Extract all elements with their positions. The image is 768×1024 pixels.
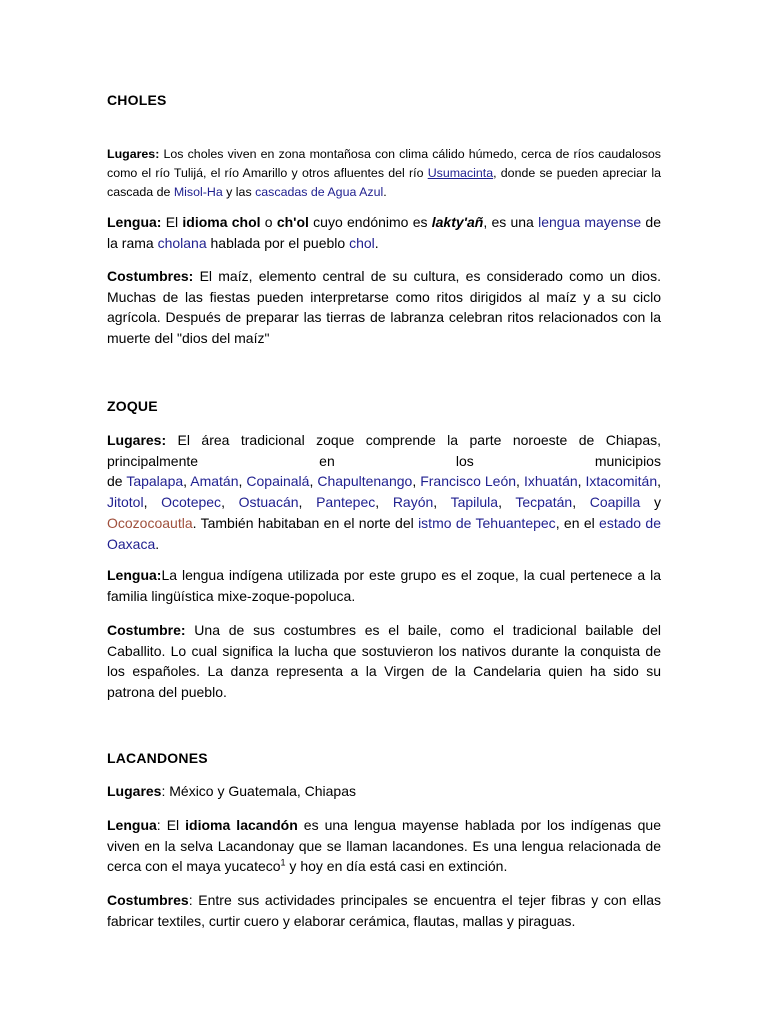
link-lengua-mayense[interactable]: lengua mayense bbox=[538, 214, 642, 230]
section-title-zoque: ZOQUE bbox=[107, 398, 158, 414]
lacandones-costumbres-label: Costumbres bbox=[107, 892, 189, 908]
chol-term: ch'ol bbox=[276, 214, 309, 230]
choles-lengua-text: de la rama bbox=[107, 214, 661, 251]
link-municipio[interactable]: Pantepec bbox=[316, 494, 376, 511]
zoque-lugares-text: El área tradicional zoque comprende la parte noroeste de Chiapas, bbox=[166, 432, 661, 448]
zoque-lengua-label: Lengua: bbox=[107, 567, 162, 583]
lacandones-lengua-label: Lengua bbox=[107, 817, 157, 833]
zoque-lengua-paragraph bbox=[107, 565, 661, 606]
link-municipio[interactable]: Chapultenango bbox=[317, 473, 413, 490]
idioma-chol-term: idioma chol bbox=[182, 214, 261, 230]
zoque-lugares-paragraph bbox=[107, 430, 661, 554]
link-usumacinta[interactable]: Usumacinta bbox=[427, 166, 494, 180]
choles-lugares-text: y las bbox=[222, 185, 256, 199]
choles-lugares-paragraph bbox=[107, 145, 661, 202]
link-municipio[interactable]: Amatán bbox=[190, 473, 239, 490]
link-ocozocoautla[interactable]: Ocozocoautla bbox=[107, 514, 193, 531]
choles-lengua-paragraph bbox=[107, 212, 661, 253]
choles-lengua-text: cuyo endónimo es bbox=[308, 214, 432, 230]
choles-lengua-text: hablada por el pueblo bbox=[206, 234, 350, 251]
lacandones-lugares-label: Lugares bbox=[107, 783, 162, 799]
choles-costumbres-paragraph bbox=[107, 266, 661, 349]
zoque-lugares-text: . bbox=[155, 535, 160, 552]
zoque-lugares-label: Lugares: bbox=[107, 432, 167, 448]
link-municipio[interactable]: Ocotepec bbox=[161, 494, 222, 511]
choles-lugares-text: Los choles viven en zona montañosa con clima cálido húmedo, cerca de ríos caudalosos como el río Tulijá, el río Amarillo y otros afluentes del río bbox=[107, 147, 661, 180]
link-municipio[interactable]: Copainalá bbox=[246, 473, 310, 490]
lacandones-lengua-text: : El bbox=[156, 817, 186, 833]
zoque-lugares-text: , en el bbox=[555, 514, 600, 531]
link-misol-ha[interactable]: Misol-Ha bbox=[173, 185, 223, 199]
lacandones-lengua-text: y hoy en día está casi en extinción. bbox=[285, 858, 508, 875]
zoque-costumbre-paragraph bbox=[107, 620, 661, 703]
zoque-lugares-text: de bbox=[107, 473, 127, 490]
link-cholana[interactable]: cholana bbox=[157, 234, 207, 251]
link-chol[interactable]: chol bbox=[349, 234, 375, 251]
choles-lengua-text: El bbox=[161, 214, 183, 230]
zoque-costumbre-text: Una de sus costumbres es el baile, como el tradicional bailable del Caballito. Lo cual significa la lucha que sostuvieron los nativos durante la conquista de los españoles. La danza representa a la Virgen de la Candelaria quien ha sido su patrona del pueblo. bbox=[107, 622, 661, 701]
link-municipio[interactable]: Rayón bbox=[392, 494, 434, 511]
choles-costumbres-label: Costumbres: bbox=[107, 268, 194, 284]
lacandones-lengua-paragraph bbox=[107, 815, 661, 877]
link-istmo-tehuantepec[interactable]: istmo de Tehuantepec bbox=[418, 514, 556, 531]
zoque-lugares-word: municipios bbox=[594, 452, 661, 469]
lakty-term: lakty'añ bbox=[431, 214, 484, 230]
zoque-costumbre-label: Costumbre: bbox=[107, 622, 186, 638]
link-municipio[interactable]: Ixtacomitán bbox=[585, 473, 658, 490]
zoque-lugares-text: y bbox=[640, 494, 661, 511]
lacandones-lugares-text: : México y Guatemala, Chiapas bbox=[161, 783, 356, 799]
link-municipio[interactable]: Ixhuatán bbox=[523, 473, 578, 490]
zoque-lugares-word: los bbox=[455, 452, 474, 469]
choles-lengua-text: . bbox=[374, 234, 379, 251]
link-municipio[interactable]: Francisco León bbox=[420, 473, 517, 490]
link-municipio[interactable]: Jitotol bbox=[107, 494, 144, 511]
link-cascadas-agua-azul[interactable]: cascadas de Agua Azul bbox=[255, 185, 384, 199]
link-municipio[interactable]: Coapilla bbox=[589, 494, 641, 511]
link-municipio[interactable]: Ostuacán bbox=[238, 494, 299, 511]
choles-lengua-text: o bbox=[260, 214, 277, 230]
footnote-marker[interactable]: 1 bbox=[280, 857, 286, 868]
lacandones-lugares-paragraph bbox=[107, 781, 661, 802]
zoque-lugares-word: principalmente bbox=[107, 452, 199, 469]
choles-lugares-text: . bbox=[383, 185, 387, 199]
choles-costumbres-text: El maíz, elemento central de su cultura, es considerado como un dios. Muchas de las fiestas pueden interpretarse como ritos dirigidos al maíz y a su ciclo agrícola. Después de preparar las tierras de labranza celebran ritos relacionados con la muerte del "dios del maíz" bbox=[107, 268, 661, 347]
choles-lugares-text: , donde se pueden apreciar la cascada de bbox=[107, 166, 662, 199]
lacandones-costumbres-text: : Entre sus actividades principales se encuentra el tejer fibras y con ellas fabricar textiles, curtir cuero y elaborar cerámica, flautas, mallas y piraguas. bbox=[107, 892, 661, 929]
choles-lengua-text: , es una bbox=[483, 214, 539, 230]
link-estado-oaxaca[interactable]: estado de Oaxaca bbox=[107, 514, 661, 552]
lacandones-costumbres-paragraph bbox=[107, 890, 661, 931]
link-municipio[interactable]: Tapalapa bbox=[126, 473, 184, 490]
section-title-choles: CHOLES bbox=[107, 92, 167, 108]
section-title-lacandones: LACANDONES bbox=[107, 750, 208, 766]
link-municipio[interactable]: Tapilula bbox=[450, 494, 499, 511]
choles-lengua-label: Lengua: bbox=[107, 214, 162, 230]
idioma-lacandon-term: idioma lacandón bbox=[185, 817, 298, 833]
zoque-lugares-word: en bbox=[319, 452, 335, 469]
choles-lugares-label: Lugares: bbox=[107, 147, 160, 161]
municipios-list: Tapalapa, Amatán, Copainalá, Chapultenango, Francisco León, Ixhuatán, Ixtacomitán, Jitotol, Ocotepec, Ostuacán, Pantepec, Rayón, Tapilula, Tecpatán, Coapilla bbox=[107, 473, 662, 511]
zoque-lugares-text: . También habitaban en el norte del bbox=[192, 514, 419, 531]
lacandones-lengua-text: es una lengua mayense hablada por los indígenas que viven en la selva Lacandonay que se llaman lacandones. Es una lengua relacionada de cerca con el maya yucateco bbox=[107, 817, 661, 875]
zoque-lengua-text: La lengua indígena utilizada por este grupo es el zoque, la cual pertenece a la familia lingüística mixe-zoque-popoluca. bbox=[107, 567, 661, 604]
link-municipio[interactable]: Tecpatán bbox=[515, 494, 573, 511]
